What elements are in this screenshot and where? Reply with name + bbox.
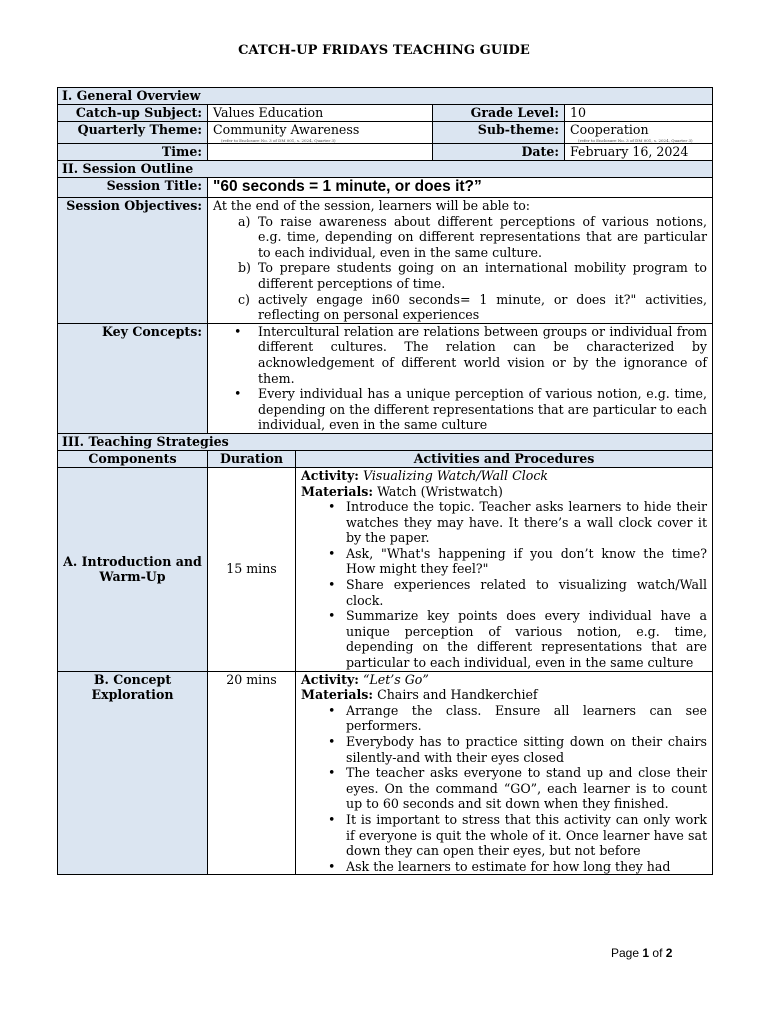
list-item: • Introduce the topic. Teacher asks learners to hide their watches they may have. It there’s a wall clock cover it by the paper. [301,499,707,546]
col-components-header: Components [58,450,208,467]
activity-line: Activity: Visualizing Watch/Wall Clock [301,467,549,483]
activity-line: Activity: “Let’s Go” [301,671,429,687]
session-title: "60 seconds = 1 minute, or does it?” [208,178,713,198]
list-item: • Arrange the class. Ensure all learners can see performers. [301,703,707,734]
key-concepts-label: Key Concepts: [58,323,208,433]
key-concepts-list [213,324,707,433]
list-item: • Everybody has to practice sitting down on their chairs silently-and with their eyes closed [301,734,707,765]
activities-exploration [296,671,713,875]
list-item: • The teacher asks everyone to stand up and close their eyes. On the command “GO”, each learner is to count up to 60 seconds and sit down when they finished. [301,765,707,812]
component-intro: A. Introduction and Warm-Up [58,467,208,671]
concept-item: • Every individual has a unique perception of various notion, e.g. time, depending on the different representations that are particular to each individual, even in the same culture [213,386,707,433]
materials-line: Materials: Watch (Wristwatch) [301,483,503,499]
section-session-outline: II. Session Outline [58,161,713,178]
time-label: Time: [58,144,208,161]
objective-item: a) To raise awareness about different perceptions of various notions, e.g. time, depending on different representations that are particular to each individual, even in the same culture. [238,213,708,260]
teaching-guide-table [57,87,713,875]
table-row [58,467,713,671]
objectives-list [213,214,707,323]
key-concepts-cell [208,323,713,433]
activities-intro [296,467,713,671]
duration-exploration: 20 mins [208,671,296,875]
list-item: • Ask, "What's happening if you don’t know the time? How might they feel?" [301,546,707,577]
section-teaching-strategies: III. Teaching Strategies [58,433,713,450]
subtheme-value: Cooperation [570,122,649,137]
subtheme-note: (refer to Enclosure No. 3 of DM 001, s. 2024, Quarter 3) [578,137,693,143]
subtheme-label: Sub-theme: [433,122,565,144]
theme-label: Quarterly Theme: [58,122,208,144]
grade-label: Grade Level: [433,105,565,122]
duration-intro: 15 mins [208,467,296,671]
date-value: February 16, 2024 [565,144,713,161]
time-value [208,144,433,161]
subject-value: Values Education [208,105,433,122]
objective-item: c) actively engage in60 seconds= 1 minute, or does it?" activities, reflecting on personal experiences [238,291,708,323]
theme-value: Community Awareness [213,122,360,137]
document-title: CATCH-UP FRIDAYS TEACHING GUIDE [238,43,530,58]
list-item: • Ask the learners to estimate for how long they had [301,859,707,875]
list-item: • Share experiences related to visualizing watch/Wall clock. [301,577,707,608]
table-row [58,671,713,875]
intro-steps [301,499,707,671]
exploration-steps [301,703,707,875]
objectives-intro: At the end of the session, learners will be able to: [213,198,531,213]
component-exploration: B. Concept Exploration [58,671,208,875]
date-label: Date: [433,144,565,161]
objective-item: b) To prepare students going on an international mobility program to different perceptions of time. [238,260,708,291]
col-duration-header: Duration [208,450,296,467]
materials-line: Materials: Chairs and Handkerchief [301,687,538,703]
grade-value: 10 [565,105,713,122]
theme-cell [208,122,433,144]
session-title-label: Session Title: [58,178,208,198]
subject-label: Catch-up Subject: [58,105,208,122]
objectives-label: Session Objectives: [58,198,208,324]
objectives-cell [208,198,713,324]
list-item: • It is important to stress that this activity can only work if everyone is quit the whole of it. Once learner have sat down they can open their eyes, but not before [301,812,707,859]
list-item: • Summarize key points does every individual have a unique perception of various notion, e.g. time, depending on the different representations that are particular to each individual, even in the same culture [301,608,707,670]
concept-item: • Intercultural relation are relations between groups or individual from different cultures. The relation can be characterized by acknowledgement of different world vision or by the ignorance of them. [213,324,707,386]
theme-note: (refer to Enclosure No. 3 of DM 001, s. 2024, Quarter 3) [221,137,336,143]
section-general-overview: I. General Overview [58,88,713,105]
col-activities-header: Activities and Procedures [296,450,713,467]
page-number: Page 1 of 2 [611,946,673,960]
subtheme-cell [565,122,713,144]
